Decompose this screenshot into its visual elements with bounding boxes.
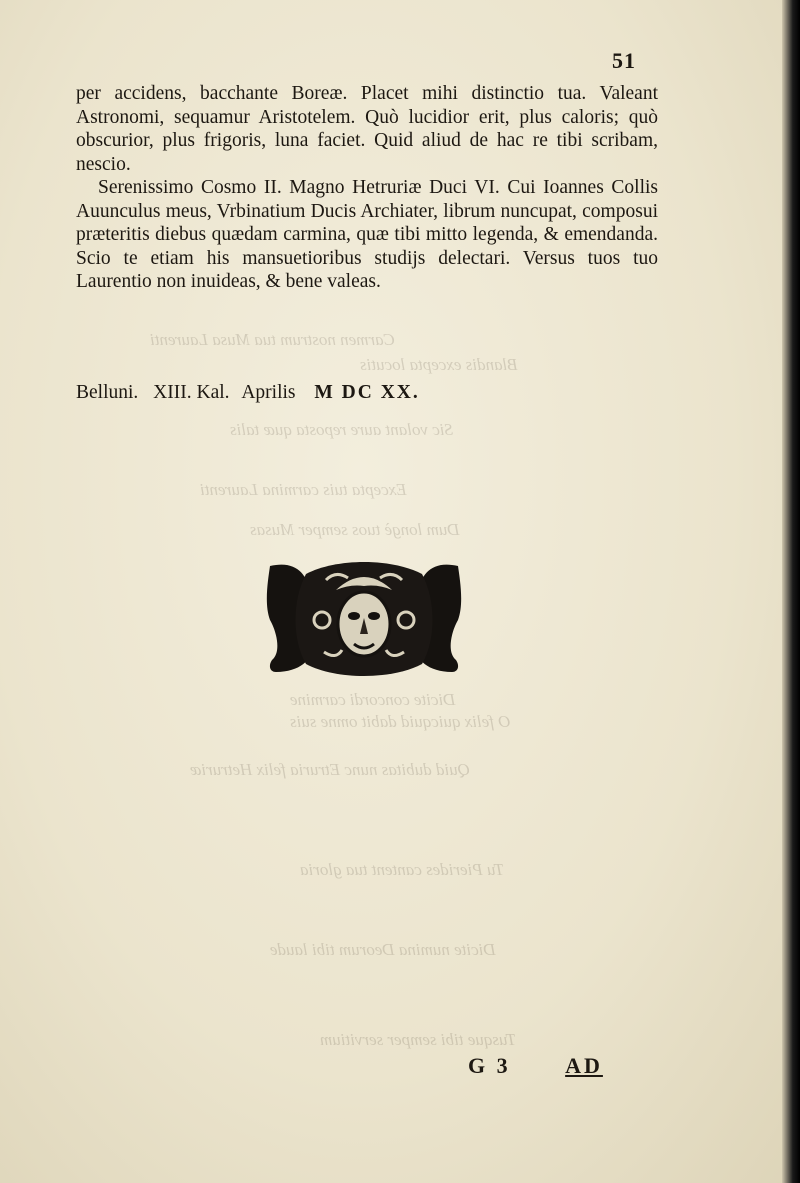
bleed-through-text: Sic volant aure reposta quæ talis — [230, 420, 454, 439]
bleed-through-text: O felix quicquid dabit omne suis — [290, 712, 511, 731]
dateline-month: Aprilis — [241, 382, 296, 403]
dateline-place: Belluni. — [76, 382, 139, 403]
bleed-through-text: Tusque tibi semper servitium — [320, 1030, 516, 1049]
dateline-day: XIII. — [153, 382, 192, 403]
signature-mark: G 3 — [468, 1053, 511, 1078]
mask-ornament-icon — [266, 560, 462, 680]
paragraph-2: Serenissimo Cosmo II. Magno Hetruriæ Duci VI. Cui Ioannes Collis Auunculus meus, Vrbinatium Ducis Archiater, librum nuncupat, composui præteritis diebus quædam carmina, quæ tibi mitto legenda, & emendanda. Scio te etiam his mansuetioribus studijs delectari. Versus tuos tuo Laurentio non inuideas, & bene valeas. — [76, 177, 658, 292]
bleed-through-text: Dum longè tuos semper Musas — [250, 520, 460, 539]
dateline-kalends: Kal. — [196, 382, 230, 403]
page-edge-shadow — [782, 0, 800, 1183]
letter-body — [76, 82, 658, 294]
page-number: 51 — [612, 48, 636, 73]
bleed-through-text: Carmen nostrum tua Musa Laurenti — [150, 330, 395, 349]
bleed-through-text: Dicite numina Deorum tibi laude — [270, 940, 496, 959]
dateline-year: M DC XX. — [314, 382, 420, 403]
paragraph-1: per accidens, bacchante Boreæ. Placet mihi distinctio tua. Valeant Astronomi, sequamur Aristotelem. Quò lucidior erit, plus caloris; quò obscurior, plus frigoris, luna faciet. Quid aliud de hac re tibi scribam, nescio. — [76, 83, 658, 175]
bleed-through-text: Blandis excepta locutis — [360, 355, 518, 374]
bleed-through-text: Quid dubitas nunc Etruria felix Hetruriæ — [190, 760, 471, 779]
bleed-through-text: Tu Pierides cantent tua gloria — [300, 860, 504, 879]
catchword-line — [468, 1053, 603, 1079]
bleed-through-text: Dicite concordi carmine — [290, 690, 456, 709]
dateline — [76, 382, 636, 404]
bleed-through-text: Excepta tuis carmina Laurenti — [200, 480, 407, 499]
catchword: AD — [565, 1053, 603, 1078]
